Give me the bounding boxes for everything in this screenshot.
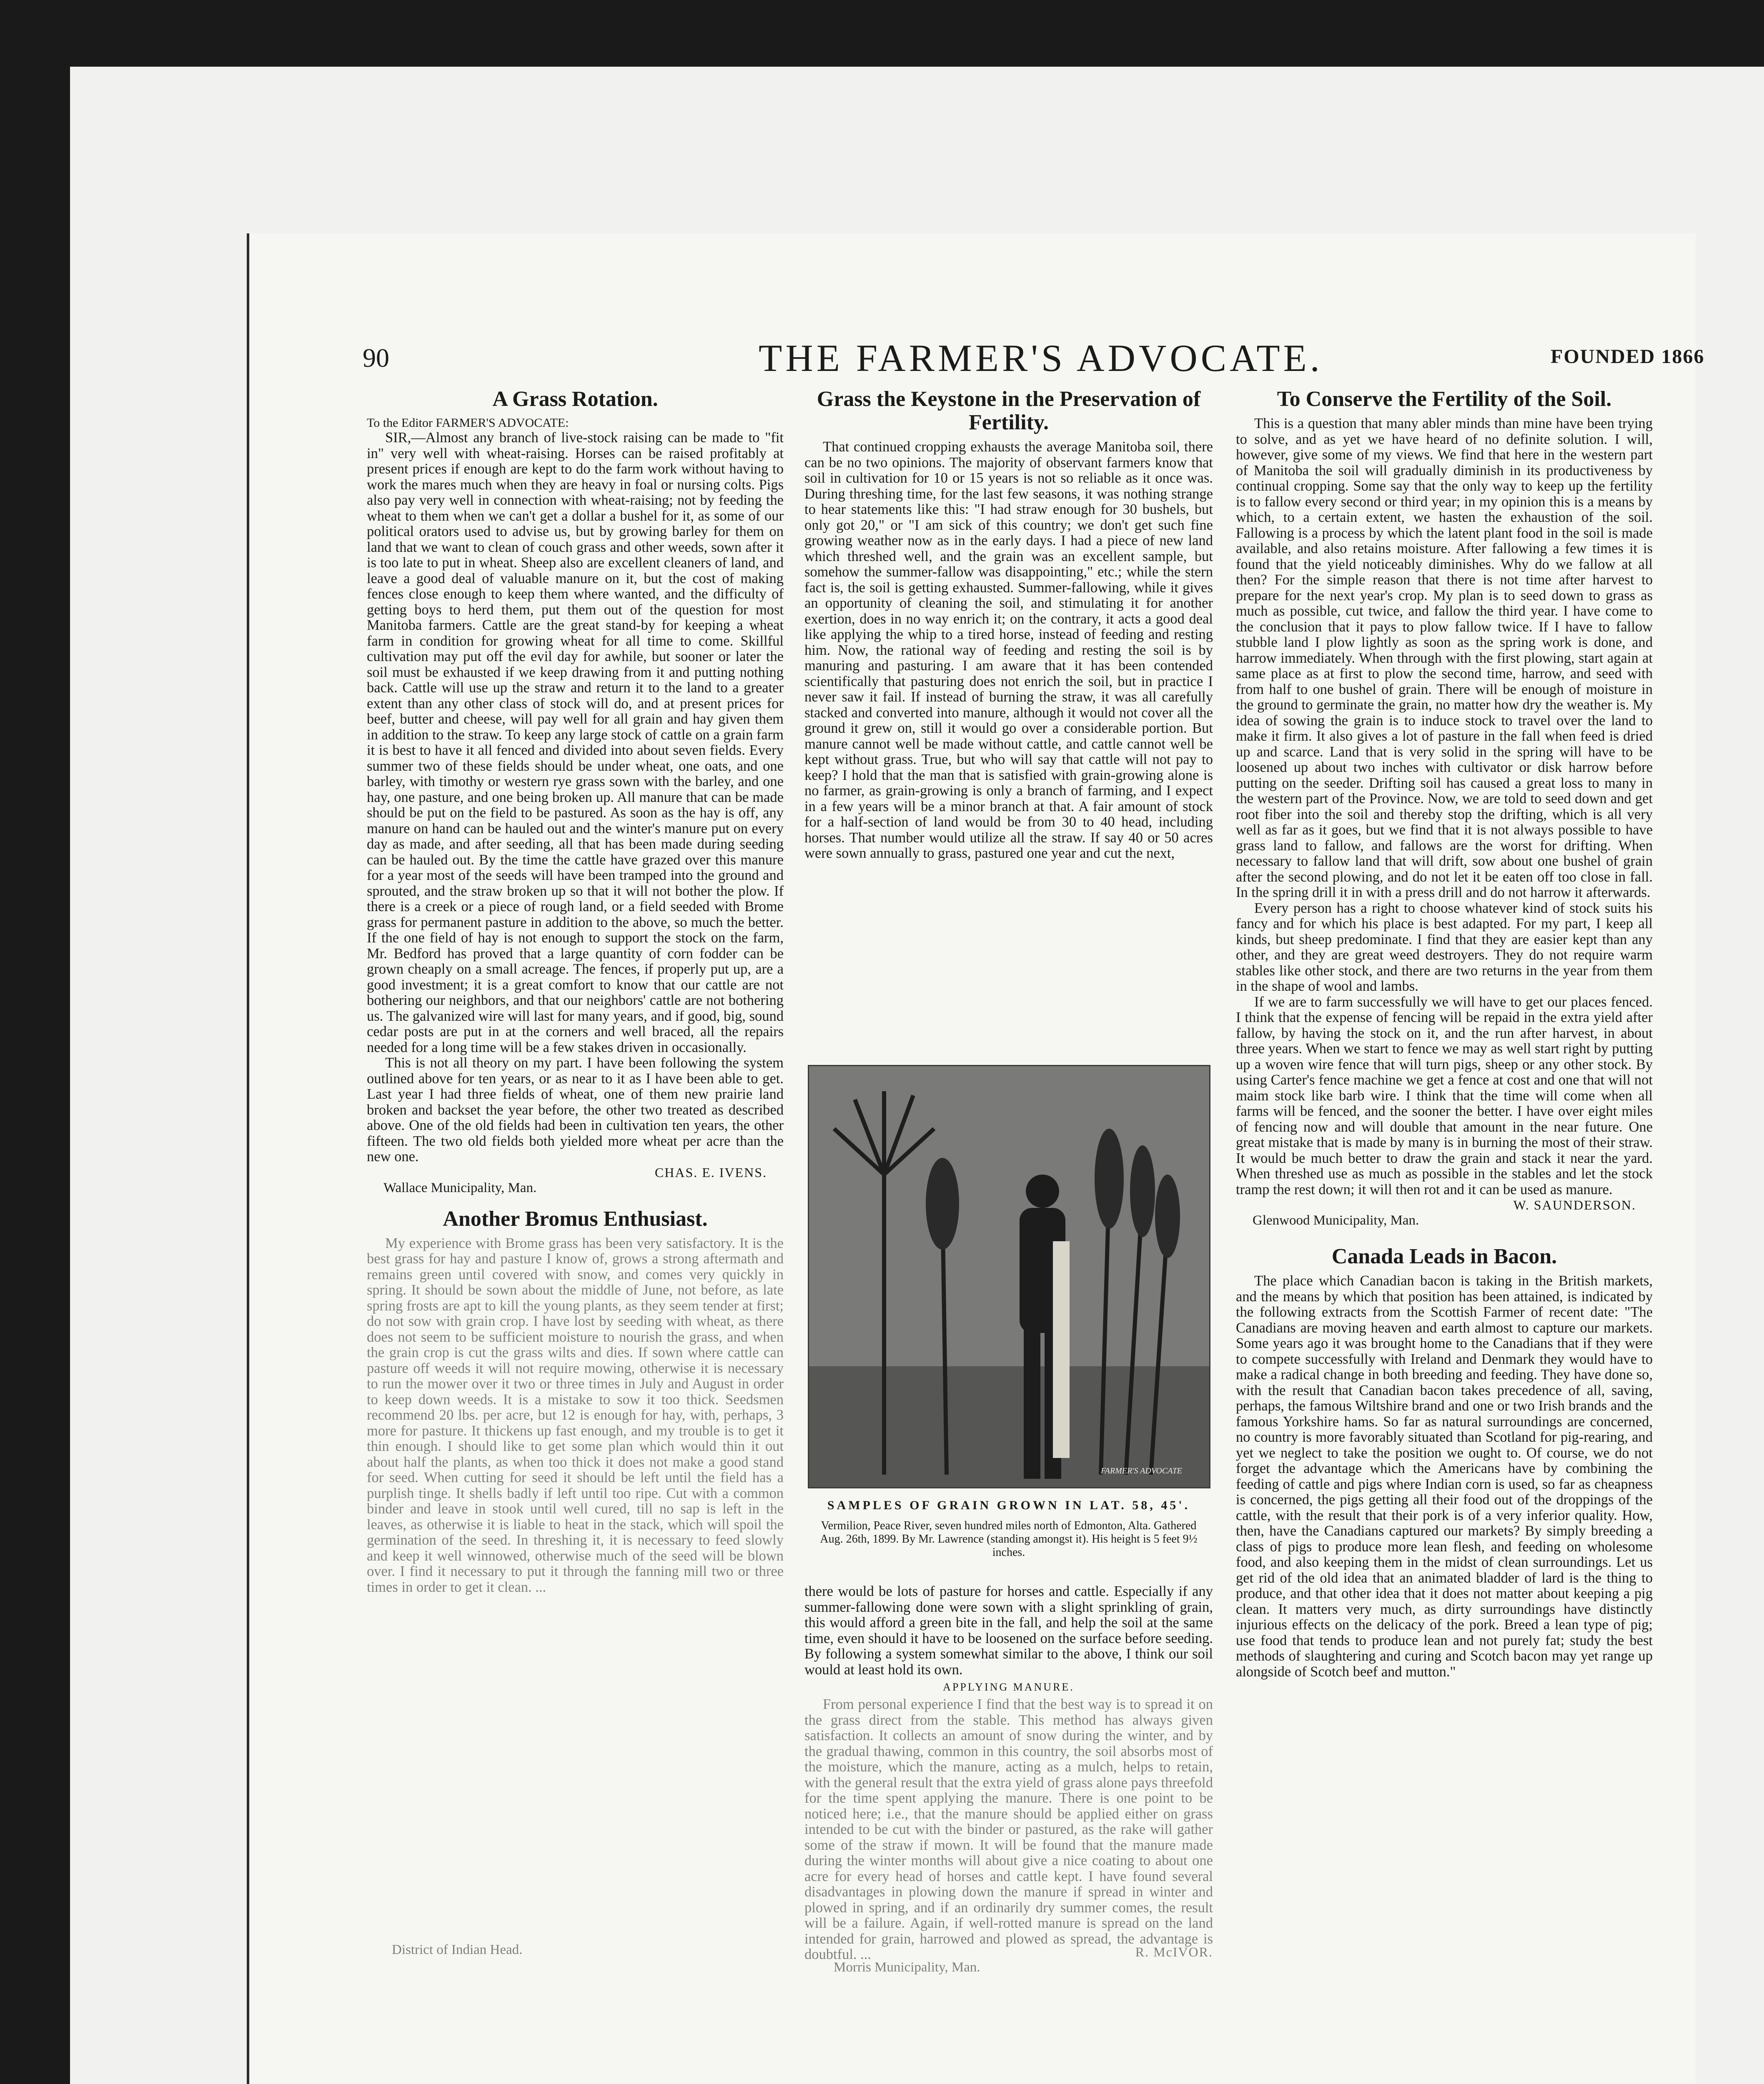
salutation: To the Editor FARMER'S ADVOCATE: — [367, 416, 569, 430]
signature-place: District of Indian Head. — [392, 1942, 523, 1957]
signature-place: Glenwood Municipality, Man. — [1253, 1213, 1419, 1228]
photo-caption-body: Vermilion, Peace River, seven hundred miles north of Edmonton, Alta. Gathered Aug. 26th, 1899. By Mr. Lawrence (standing amongst it). His height is 5 feet 9½ inches. — [820, 1519, 1198, 1559]
column-right — [1236, 388, 1653, 1938]
photo-inscription: FARMER'S ADVOCATE — [1101, 1466, 1182, 1475]
paragraph: If we are to farm successfully we will have to get our places fenced. I think that the expense of fencing will be repaid in the extra yield after fallow, by having the stock on it, and the run after harvest, in about three years. When we start to fence we may as well start right by putting up a woven wire fence that will turn pigs, sheep or any other stock. By using Carter's fence machine we get a fence at cost and one that will not maim stock like barb wire. I think that the time will come when all farms will be fenced, and the sooner the better. I have over eight miles of fencing now and will double that amount in the near future. One great mistake that is made by many is in burning the most of their straw. It would be much better to draw the grain and stack it near the yard. When threshed use as much as possible in the stables and let the stock tramp the rest down; it will then rot and it can be used as manure. — [1236, 994, 1653, 1197]
paragraph: Every person has a right to choose whatever kind of stock suits his fancy and for which his place is best adapted. For my part, I keep all kinds, but sheep predominate. I find that they are easier kept than any other, and they are great weed destroyers. They do not require warm stables like other stock, and there are two returns in the year from them in the shape of wool and lambs. — [1236, 900, 1653, 994]
headline-grass-rotation: A Grass Rotation. — [492, 387, 658, 411]
founded-note: FOUNDED 1866 — [1551, 346, 1705, 368]
signature: R. McIVOR. — [1135, 1944, 1213, 1959]
subhead-applying-manure: APPLYING MANURE. — [943, 1681, 1075, 1693]
column-left — [367, 388, 784, 1938]
headline-canada-bacon: Canada Leads in Bacon. — [1331, 1245, 1557, 1268]
signature-place: Wallace Municipality, Man. — [383, 1180, 537, 1195]
signature: W. SAUNDERSON. — [1513, 1197, 1636, 1212]
faded-text-block — [804, 1697, 1213, 1963]
headline-grass-keystone: Grass the Keystone in the Preservation of Fertility. — [817, 387, 1201, 434]
paragraph: SIR,—Almost any branch of live-stock raising can be made to "fit in" very well with wheat-raising. Horses can be raised profitably at present prices if enough are kept to do the farm work without having to work the mares much when they are heavy in foal or nursing colts. Pigs also pay very well in connection with wheat-raising; not by feeding the wheat to them when we can't get a dollar a bushel for it, as some of our political orators used to advise us, but by growing barley for them on land that we want to clean of couch grass and other weeds, sown after it is too late to put in wheat. Sheep also are excellent cleaners of land, and leave a good deal of valuable manure on it, but the cost of making fences close enough to keep them where wanted, and the difficulty of getting boys to herd them, put them out of the question for most Manitoba farmers. Cattle are the great stand-by for keeping a wheat farm in condition for growing wheat for all time to come. Skillful cultivation may put off the evil day for awhile, but sooner or later the soil must be exhausted if we keep drawing from it and putting nothing back. Cattle will use up the straw and return it to the land to a greater extent than any other class of stock will do, and at present prices for beef, butter and cheese, will pay well for all grain and hay given them in addition to the straw. To keep any large stock of cattle on a grain farm it is best to have it all fenced and divided into about seven fields. Every summer two of these fields should be under wheat, one oats, and one barley, with timothy or western rye grass sown with the barley, and one hay, one pasture, and one being broken up. All manure that can be made should be put on the field to be pastured. As soon as the hay is off, any manure on hand can be hauled out and the winter's manure put on every day as made, and after seeding, all that has been made during seeding can be hauled out. By the time the cattle have grazed over this manure for a year most of the seeds will have been tramped into the ground and sprouted, and the straw broken up so that it will not bother the plow. If there is a creek or a piece of rough land, or a field seeded with Brome grass for permanent pasture in addition to the above, so much the better. If the one field of hay is not enough to support the stock on the farm, Mr. Bedford has proved that a large quantity of corn fodder can be grown cheaply on a small acreage. The fences, if properly put up, are a good investment; it is a great comfort to know that our cattle are not bothering our neighbors, and that our neighbors' cattle are not bothering us. The galvanized wire will last for many years, and if good, big, sound cedar posts are put in at the corners and well braced, all the repairs needed for a long time will be a few stakes driven in occasionally. — [367, 430, 784, 1055]
headline-conserve-fertility: To Conserve the Fertility of the Soil. — [1277, 387, 1612, 411]
paragraph: From personal experience I find that the best way is to spread it on the grass direct from the stable. This method has always given satisfaction. It collects an amount of snow during the winter, and by the gradual thawing, common in this country, the soil absorbs most of the moisture, which the manure, acting as a mulch, helps to retain, with the general result that the extra yield of grass alone pays threefold for the time spent applying the manure. There is one point to be noticed here; i.e., that the manure should be applied either on grass intended to be cut with the binder or pastured, as the rake will gather some of the straw if mown. It will be found that the manure made during the winter months will about give a nice coating to about one acre for every head of horses and cattle kept. I have found several disadvantages in plowing down the manure if spread in winter and plowed in spring, and if an ordinarily dry summer comes, the result will be a failure. Again, if well-rotted manure is spread on the land intended for grain, harrowed and plowed as spread, the advantage is doubtful. ... — [804, 1696, 1213, 1962]
paragraph: there would be lots of pasture for horses and cattle. Especially if any summer-fallowing done were sown with a slight sprinkling of grain, this would afford a green bite in the fall, and help the soil at the same time, even should it have to be loosened on the surface before seeding. By following a system somewhat similar to the above, I think our soil would at least hold its own. — [804, 1583, 1213, 1678]
paragraph: This is a question that many abler minds than mine have been trying to solve, and as yet we have heard of no definite solution. I will, however, give some of my views. We find that here in the western part of Manitoba the soil will gradually diminish in its productiveness by continual cropping. Some say that the only way to keep up the fertility is to fallow every second or third year; in my opinion this is a means by which, to a certain extent, we hasten the exhaustion of the soil. Fallowing is a process by which the latent plant food in the soil is made available, and also retains moisture. After fallowing a few times it is found that the yield noticeably diminishes. Why do we fallow at all then? For the simple reason that there is not time after harvest to prepare for the next year's crop. My plan is to seed down to grass as much as possible, cut twice, and fallow the third year. I have come to the conclusion that it pays to plow fallow twice. If I have to fallow stubble land I plow lightly as soon as the spring work is done, and harrow immediately. When through with the first plowing, start again at same place as at first to plow the second time, harrow, and seed with from half to one bushel of grain. There will be enough of moisture in the ground to germinate the grain, no matter how dry the weather is. My idea of sowing the grain is to induce stock to travel over the land to make it firm. It also gives a lot of pasture in the fall when feed is dried up and scarce. Land that is very solid in the spring will have to be loosened up about two inches with cultivator or disk harrow before putting on the seeder. Drifting soil has caused a great loss to many in the western part of the Province. Now, we are told to seed down and get root fiber into the soil and thereby stop the drifting, which is all very well as far as it goes, but we find that it is not always possible to have grass land to fallow, and fallows are the worst for drifting. When necessary to fallow land that will drift, sow about one bushel of grain after the second plowing, and do not let it be eaten off too close in fall. In the spring drill it in with a press drill and do not harrow it afterwards. — [1236, 416, 1653, 900]
paragraph: That continued cropping exhausts the average Manitoba soil, there can be no two opinions. The majority of observant farmers know that soil in cultivation for 10 or 15 years is not so reliable as it once was. During threshing time, for the last few seasons, it was nothing strange to hear statements like this: "I had straw enough for 30 bushels, but only got 20," or "I am sick of this country; we don't get such fine growing weather now as in the early days. I had a piece of new land which threshed well, and the grain was an excellent sample, but somehow the summer-fallow was disappointing," etc.; while the stern fact is, the soil is getting exhausted. Summer-fallowing, while it gives an opportunity of cleaning the soil, and stimulating it for another exertion, does in no way enrich it; on the contrary, it acts a good deal like applying the whip to a tired horse, instead of feeding and resting him. Now, the rational way of feeding and resting the soil is by manuring and pasturing. I am aware that it has been contended scientifically that pasturing does not enrich the soil, but in practice I never saw it fail. If instead of burning the straw, it was all carefully stacked and converted into manure, although it would not cover all the ground it grew on, still it would go over a considerable portion. But manure cannot well be made without cattle, and cattle cannot well be kept without grass. True, but who will say that cattle will not pay to keep? I hold that the man that is satisfied with grain-growing alone is no farmer, as grain-growing is only a branch of farming, and I expect in a few years will be a minor branch at that. A fair amount of stock for a half-section of land would be from 30 to 40 head, including horses. That number would utilize all the straw. If say 40 or 50 acres were sown annually to grass, pastured one year and cut the next, — [804, 439, 1213, 861]
paragraph: My experience with Brome grass has been very satisfactory. It is the best grass for hay and pasture I know of, grows a strong aftermath and remains green until covered with snow, and comes very quickly in spring. It should be sown about the middle of June, not before, as late spring frosts are apt to kill the young plants, as they seem tender at first; do not sow with grain crop. I have lost by seeding with wheat, as there does not seem to be sufficient moisture to nourish the grass, and when the grain crop is cut the grass wilts and dies. If sown where cattle can pasture off weeds it will not require mowing, otherwise it is necessary to run the mower over it two or three times in July and August in order to keep down weeds. It is a mistake to sow it too thick. Seedsmen recommend 20 lbs. per acre, but 12 is enough for hay, with, perhaps, 3 more for pasture. It thickens up fast enough, and my trouble is to get it thin enough. I should like to get some plan which would thin it out about half the plants, as when too thick it does not make a good stand for seed. When cutting for seed it should be left until the field has a purplish tinge. It shells badly if left until too ripe. Cut with a common binder and leave in stook until well cured, till no sap is left in the leaves, as otherwise it is liable to heat in the stack, which will spoil the germination of the seed. In threshing it, it is necessary to feed slowly and keep it well winnowed, otherwise much of the seed will be blown over. I find it necessary to put it through the fanning mill two or three times in order to get it clean. ... — [367, 1235, 784, 1595]
headline-bromus: Another Bromus Enthusiast. — [443, 1207, 708, 1231]
faded-text-block — [367, 1236, 784, 1596]
page-number: 90 — [363, 343, 389, 373]
photo-caption-title: SAMPLES OF GRAIN GROWN IN LAT. 58, 45'. — [827, 1498, 1190, 1512]
journal-title: THE FARMER'S ADVOCATE. — [759, 337, 1323, 379]
grain-photo — [808, 1065, 1210, 1488]
paragraph: This is not all theory on my part. I have been following the system outlined above for ten years, or as near to it as I have been able to get. Last year I had three fields of wheat, one of them new prairie land broken and backset the year before, the other two treated as described above. One of the old fields had been in cultivation ten years, the other fifteen. The two old fields both yielded more wheat per acre than the new one. — [367, 1055, 784, 1165]
column-middle — [804, 388, 1213, 1055]
signature: CHAS. E. IVENS. — [654, 1165, 767, 1180]
signature-place: Morris Municipality, Man. — [834, 1960, 980, 1975]
paragraph: The place which Canadian bacon is taking in the British markets, and the means by which that position has been attained, is indicated by the following extracts from the Scottish Farmer of recent date: "The Canadians are moving heaven and earth almost to capture our markets. Some years ago it was brought home to the Canadians that if they were to compete successfully with Ireland and Denmark they would have to make a radical change in both breeding and feeding. They have done so, with the result that Canadian bacon takes precedence of all, saving, perhaps, the famous Wiltshire brand and one or two Irish brands and the famous Yorkshire hams. So far as natural surroundings are concerned, no country is more favorably situated than Scotland for pig-rearing, and yet we neglect to take the position we ought to. Of course, we do not forget the advantage which the Americans have by combining the feeding of cattle and pigs where Indian corn is used, so far as cheapness is concerned, the pigs getting all their food out of the droppings of the cattle, with the result that their pork is of a very inferior quality. How, then, have the Canadians captured our markets? By simply breeding a class of pigs to produce more lean flesh, and feeding on wholesome food, and also keeping them in the midst of clean surroundings. Let us get rid of the old idea that an animated bladder of lard is the thing to produce, and that other idea that it does not matter about keeping a pig clean. It matters very much, as dirty surroundings have distinctly injurious effects on the delicacy of the pork. Breed a lean type of pig; use food that tends to produce lean and not purely fat; study the best methods of slaughtering and curing and Scotch bacon may yet range up alongside of Scotch beef and mutton." — [1236, 1273, 1653, 1680]
grain-photo-illustration — [809, 1066, 1209, 1487]
